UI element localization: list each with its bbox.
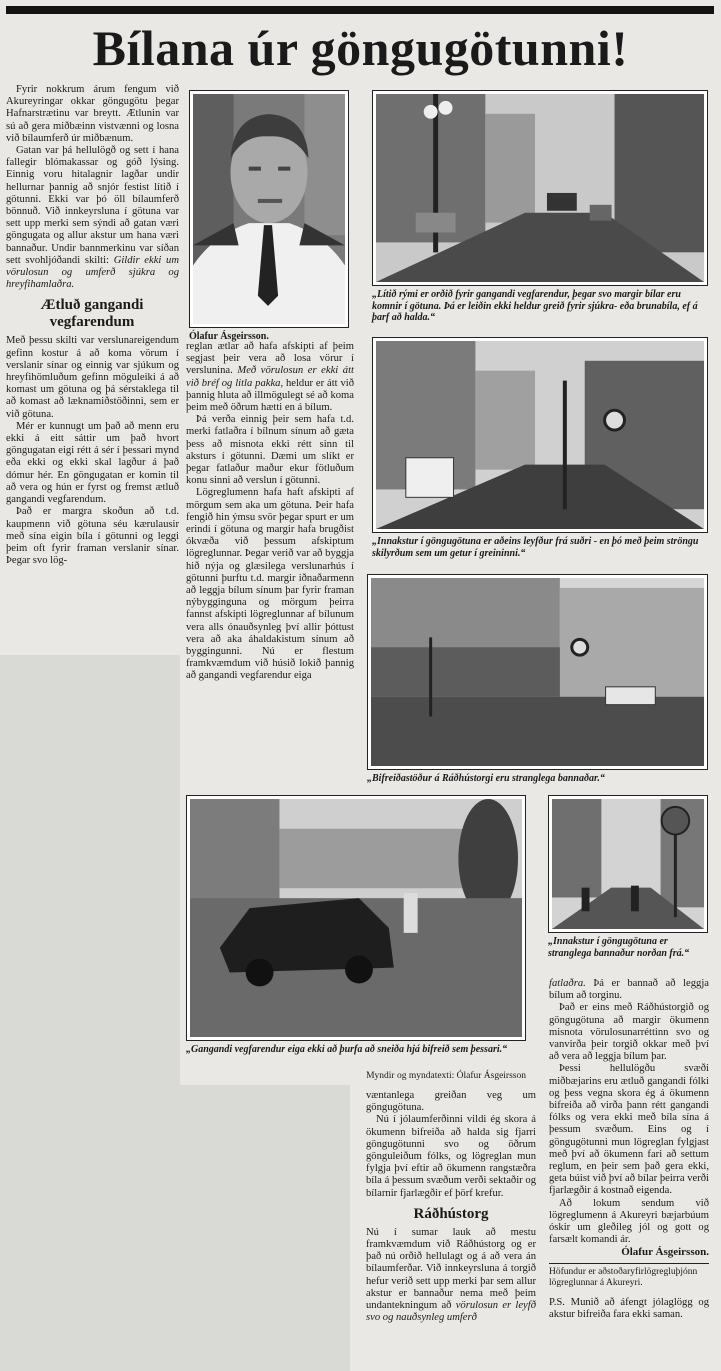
subheading: Ætluð gangandi vegfarendum	[40, 297, 144, 331]
paragraph: Nú í jólaumferðinni vildi ég skora á ökumenn bifreiða að halda sig fjarri göngugötunni svo og öðrum gönguleiðum fólks, og lögreglan mun fylgja því eftir að ökumenn rangstæðra bíla á þessum svæðum verði sektaðir og bílarnir fjarlægðir ef þörf krefur.	[366, 1114, 536, 1199]
photo-street-2	[372, 337, 708, 533]
street-photo-1	[376, 94, 704, 282]
photo-credit: Myndir og myndatexti: Ólafur Ásgeirsson	[366, 1071, 526, 1081]
paragraph-text: heldur er átt við þannig hluta að illmögulegt sé að koma þeim með öðrum hætti en á bílum.	[186, 377, 354, 414]
photo-street-1	[372, 90, 708, 286]
paragraph	[549, 978, 709, 1002]
top-rule	[6, 6, 714, 14]
paragraph-text: Þá er bannað að leggja bílum að torginu.	[549, 978, 709, 1002]
paragraph: Með þessu skilti var verslunareigendum gefinn kostur á að koma vörum í verslanir sínar og einnig var sjúkum og hreyfihömluðum gefinn möguleiki á að komast um götuna og þá sérstaklega til að komast að læknamiðstöðinni, sem er við götuna.	[6, 335, 179, 420]
column-4	[549, 978, 709, 1321]
portrait-image	[193, 94, 345, 324]
photo-street-north	[548, 795, 708, 933]
paragraph	[6, 145, 179, 291]
paragraph: Þessi hellulögðu svæði miðbæjarins eru ætluð gangandi fólki og þess vegna skora ég á ökumenn bifreiða að virða þann rétt gangandi fólks og vera ekki með bíla sína á þessum svæðum. Eins og í göngugötunni mun lögreglan fylgjast með því að ökumenn fari að settum reglum, en þeir sem það gera ekki, geta búist við því að bílar þeirra verði fjarlægðir á kostnað eigenda.	[549, 1063, 709, 1197]
paragraph-italic: vörulosun er leyfð svo og nauðsynleg umferð	[366, 1300, 536, 1324]
caption-photo-2: „Innakstur í göngugötuna er aðeins leyfður frá suðri - en þó með þeim ströngu skilyrðum sem um getur í greininni.“	[372, 536, 699, 559]
paragraph-italic: fatlaðra.	[549, 978, 586, 989]
paragraph: Það er margra skoðun að t.d. kaupmenn við götuna séu kærulausir með sína eigin bíla í götunni og leggi þeim oft fyrir framan verslanir sínar. Þegar svo lög-	[6, 506, 179, 567]
caption-photo-3: „Bifreiðastöður á Ráðhústorgi eru stranglega bannaðar.“	[367, 773, 605, 784]
caption-photo-5: „Innakstur í göngugötuna er stranglega bannaður norðan frá.“	[548, 936, 690, 959]
signature: Ólafur Ásgeirsson.	[621, 1246, 709, 1259]
paragraph: væntanlega greiðan veg um göngugötuna.	[366, 1090, 536, 1114]
street-photo-north	[552, 799, 704, 929]
photo-square	[367, 574, 708, 770]
author-note: Höfundur er aðstoðaryfirlögregluþjónn lögreglunnar á Akureyri.	[549, 1266, 698, 1288]
column-3	[366, 1090, 536, 1324]
paragraph-text: reglan ætlar að hafa afskipti af þeim segjast þeir vera að losa vörur í verslunina.	[186, 341, 354, 377]
headline: Bílana úr göngugötunni!	[92, 20, 629, 76]
column-1	[6, 84, 179, 567]
paragraph: Lögreglumenn hafa haft afskipti af mörgum sem aka um götuna. Þeir hafa fengið hin ýmsu svör þegar spurt er um erindi í götuna og margir hafa brugðist ókvæða við þessum afskiptum lögreglunnar. Þegar verið var að byggja hið nýja og glæsilega verslunarhús í götunni þurftu t.d. margir iðnaðarmenn að leggja bílum sínum þar fyrir framan nýbygginguna og mörgum þeirra fannst afskipti lögreglunnar af bílunum vera alls ónauðsynleg því allir þóttust vera að aka áhaldakistum sínum að byggingunni. Nú er flestum framkvæmdum við húsið lokið þannig að gangandi vegfarendur eiga	[186, 487, 354, 682]
column-2	[186, 341, 354, 683]
car-photo	[190, 799, 522, 1037]
paragraph: Það er eins með Ráðhústorgið og göngugötuna að margir ökumenn misnota vörulosunarréttinn svo og vanvirða þeir torgið okkar með því að vera að leggja bílum þar.	[549, 1002, 709, 1063]
square-photo	[371, 578, 704, 766]
paragraph-text: Nú í sumar lauk að mestu framkvæmdum við Ráðhústorg og er það nú orðið hellulagt og á að vera án bílaumferðar. Við innkeyrsluna á torgið hefur verið sett upp merki þar sem allur akstur er bannaður nema með þeim undantekningum að	[366, 1226, 536, 1312]
sign-text: Gildir ekki um vörulosun og umferð sjúkra og hreyfihamlaðra.	[6, 254, 179, 291]
subheading: Ráðhústorg	[413, 1205, 489, 1222]
paragraph	[366, 1227, 536, 1325]
paragraph: Mér er kunnugt um það að menn eru ekki á eitt sáttir um það hvort göngugatan eigi rétt á sér í þessari mynd eða ekki og ekki skal lagður á það dómur hér. En göngugatan er komin til að vera og hún er fyrst og fremst ætluð gangandi vegfarendum.	[6, 420, 179, 506]
paragraph: Að lokum sendum við lögreglumenn á Akureyri bæjarbúum óskir um gleðileg jól og gott og farsælt komandi ár.	[549, 1197, 709, 1246]
paragraph: Þá verða einnig þeir sem hafa t.d. merki fatlaðra í bílnum sínum að gæta þess að misnota ekki rétt sinn til aksturs í götunni. Dæmi um slíkt er þegar fatlaður maður ekur fötluðum konu sinni að verslun í götunni.	[186, 414, 354, 487]
paragraph-text: Gatan var þá hellulögð og sett í hana fallegir blómakassar og góð lýsing. Einnig voru hitalagnir lagðar undir hellurnar þannig að snjór festist lítið í götunni. Ekki var þó öll bílaumferð bönnuð. Við innkeyrsluna í götuna var sett upp merki sem sýndi að gatan væri göngugata og allur akstur um hana væri bannaður. Undir bannmerkinu var síðan sett svohljóðandi skilti:	[6, 145, 179, 266]
street-photo-2	[376, 341, 704, 529]
postscript: P.S. Munið að áfengt jólaglögg og akstur bifreiða fara ekki saman.	[549, 1296, 709, 1320]
caption-photo-1: „Lítið rými er orðið fyrir gangandi vegfarendur, þegar svo margir bílar eru komnir í götuna. Þá er leiðin ekki heldur greið fyrir sjúkra- eða brunabíla, ef á þarf að halda.“	[372, 289, 698, 323]
paragraph-italic: Með vörulosun er ekki átt við bréf og litla pakka,	[186, 365, 354, 389]
divider	[549, 1263, 709, 1264]
caption-photo-4: „Gangandi vegfarendur eiga ekki að þurfa að sneiða hjá bifreið sem þessari.“	[186, 1044, 508, 1055]
paragraph: Fyrir nokkrum árum fengum við Akureyringar okkar göngugötu þegar Hafnarstrætinu var breytt. Ætlunin var sú að gera miðbæinn vistvænni og losna við bílaumferð úr miðbænum.	[6, 84, 179, 144]
paragraph	[186, 341, 354, 414]
portrait-photo	[189, 90, 349, 328]
portrait-caption: Ólafur Ásgeirsson.	[189, 331, 269, 342]
photo-car	[186, 795, 526, 1041]
